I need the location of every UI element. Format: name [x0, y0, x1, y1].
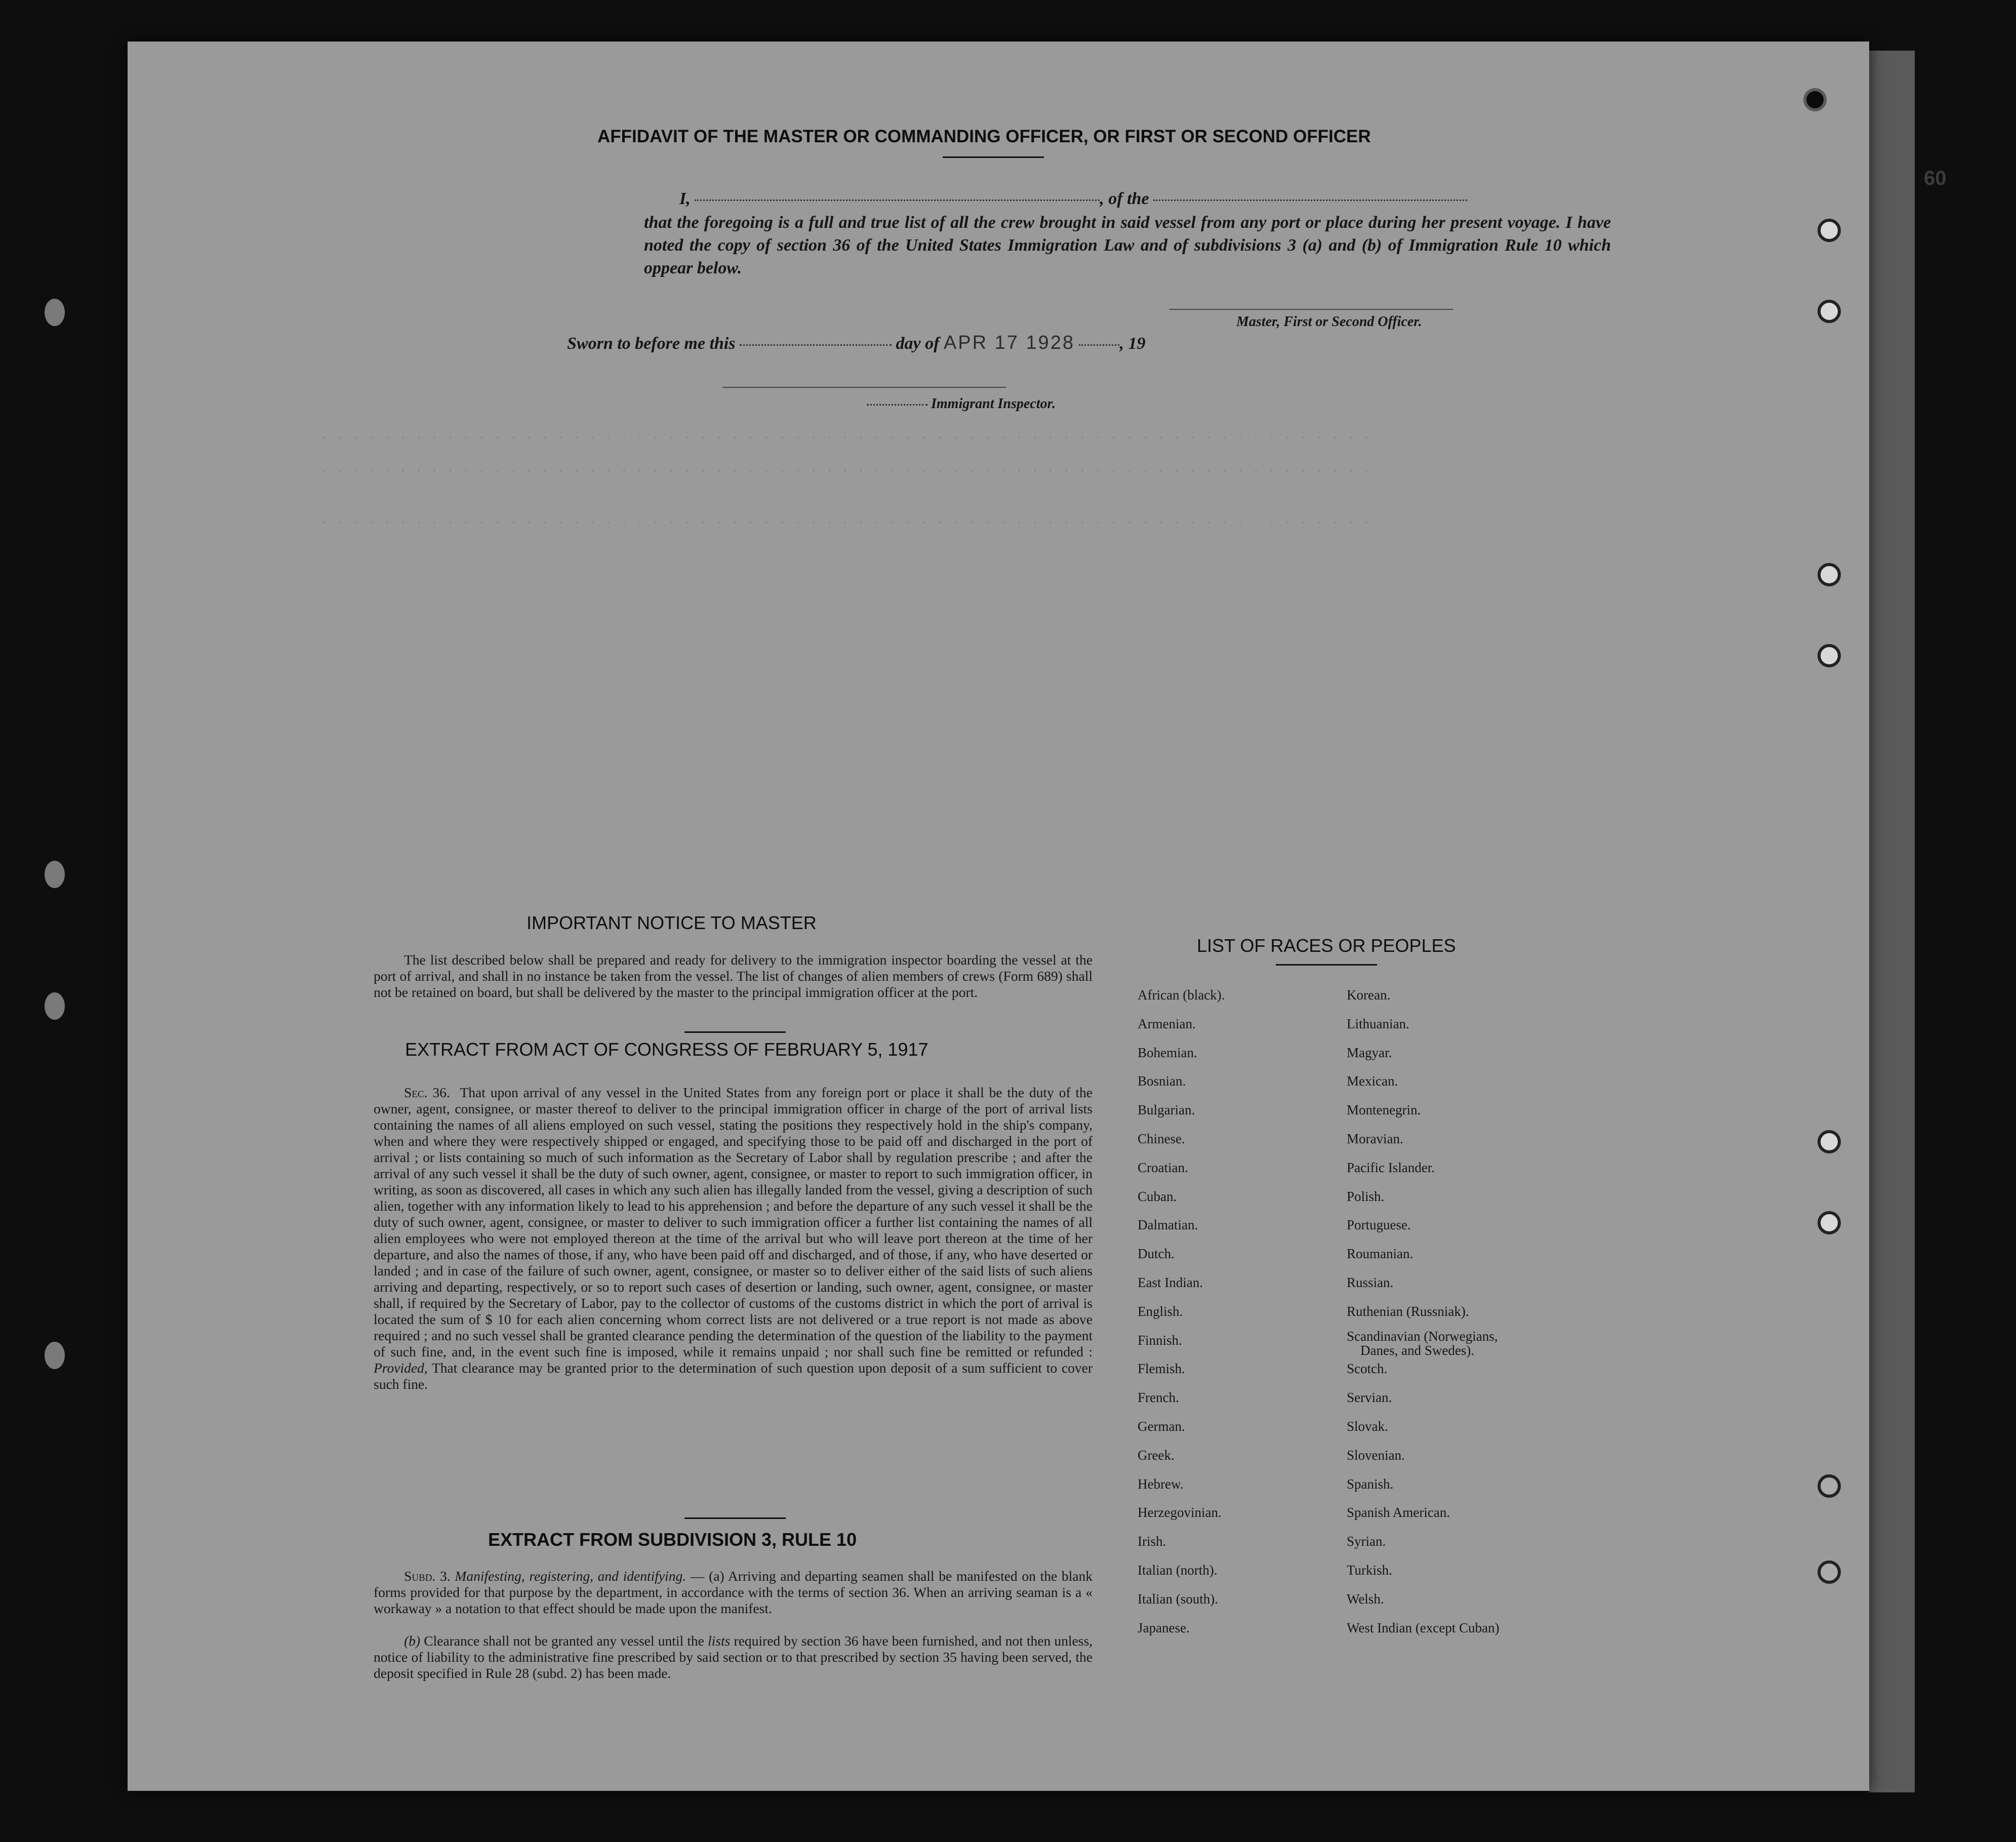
race-item: English. — [1138, 1303, 1183, 1319]
race-item: Syrian. — [1347, 1534, 1386, 1549]
race-item: Turkish. — [1347, 1562, 1392, 1578]
race-item: Spanish. — [1347, 1476, 1394, 1492]
affiant-name-field — [695, 199, 1100, 201]
act-title: EXTRACT FROM ACT OF CONGRESS OF FEBRUARY 5, 1917 — [405, 1039, 929, 1060]
race-item: Bosnian. — [1138, 1073, 1186, 1089]
page-number: 60 — [1924, 167, 1947, 189]
race-item: Pacific Islander. — [1347, 1159, 1435, 1175]
document-sheet — [128, 42, 1869, 1791]
date-stamp: APR 17 1928 — [943, 332, 1075, 353]
affidavit-title: AFFIDAVIT OF THE MASTER OR COMMANDING OFFICER, OR FIRST OR SECOND OFFICER — [597, 127, 1371, 146]
sworn-day-field — [740, 344, 892, 346]
race-item: French. — [1138, 1390, 1179, 1406]
master-label: Master, First or Second Officer. — [1236, 314, 1422, 330]
races-title: LIST OF RACES OR PEOPLES — [1197, 935, 1456, 956]
notice-text: The list described below shall be prepared and ready for delivery to the immigration inspector boarding the vessel at the port of arrival, and shall in no instance be taken from the vessel. The list of changes of alien members of crews (Form 689) shall not be retained on board, but shall be delivered by the master to the principal immigration officer at the port. — [374, 952, 1093, 1000]
race-item: Bohemian. — [1138, 1045, 1197, 1060]
race-item: West Indian (except Cuban) — [1347, 1620, 1500, 1635]
race-item: Armenian. — [1138, 1016, 1196, 1031]
act-text — [374, 1085, 1093, 1392]
race-item: Hebrew. — [1138, 1476, 1184, 1492]
inspector-label: Immigrant Inspector. — [931, 396, 1056, 412]
race-item: Dutch. — [1138, 1246, 1175, 1262]
race-item: Croatian. — [1138, 1159, 1188, 1175]
race-item: Roumanian. — [1347, 1246, 1414, 1262]
a-text: Arriving and departing seamen shall be manifested on the blank forms provided for that purpose by the department, in accordance with the terms of section 36. When an arriving seaman is a « workaway » a notation to that effect should be made upon the manifest. — [374, 1568, 1093, 1616]
b-text-1: Clearance shall not be granted any vessel until the — [424, 1633, 704, 1649]
race-item: Korean. — [1347, 987, 1391, 1003]
race-item: Ruthenian (Russniak). — [1347, 1303, 1469, 1319]
inspector-signature-line — [722, 387, 1006, 388]
b-label: (b) — [404, 1633, 421, 1649]
race-item: Polish. — [1347, 1188, 1385, 1204]
section-rule — [684, 1517, 786, 1519]
punch-hole — [1818, 1130, 1841, 1153]
punch-hole — [1818, 563, 1841, 586]
races-rule — [1276, 964, 1377, 966]
race-item: Magyar. — [1347, 1045, 1392, 1060]
underlying-page-edge — [1869, 51, 1915, 1792]
rule-text-a — [374, 1568, 1093, 1617]
race-item: Servian. — [1347, 1390, 1392, 1406]
date-fill-field — [1079, 344, 1119, 346]
race-item: Japanese. — [1138, 1620, 1190, 1635]
binder-hole — [45, 992, 65, 1020]
punch-hole — [1818, 1474, 1841, 1498]
b-text-2: required by section 36 have been furnished, and not then unless, notice of liability to the administrative fine prescribed by said section or to that prescribed by section 35 having been served, the deposit specified in Rule 28 (subd. 2) has been made. — [374, 1633, 1093, 1681]
bleed-through-text: . . . . . . . . . . . . . . . . . . . . . . . . . . . . . . . . . . . . . . . . . . . . . . . . . . . . . . . . . . . . . . . . . . . — [320, 461, 1371, 476]
race-item: Herzegovinian. — [1138, 1505, 1222, 1520]
race-item: Cuban. — [1138, 1188, 1177, 1204]
race-item-line2: Danes, and Swedes). — [1360, 1342, 1474, 1358]
punch-hole — [1818, 219, 1841, 242]
affiant-prefix: I, — [679, 189, 691, 208]
day-of-text: day of — [896, 334, 940, 353]
a-label: — (a) — [690, 1568, 724, 1584]
punch-hole — [1818, 1560, 1841, 1584]
title-rule — [943, 156, 1044, 158]
race-item: Italian (north). — [1138, 1562, 1218, 1578]
vessel-name-field — [1153, 199, 1467, 201]
inspector-field — [867, 404, 928, 406]
year-prefix: , 19 — [1119, 334, 1146, 353]
rule-text-b — [374, 1633, 1093, 1681]
race-item — [1347, 1326, 1499, 1358]
race-item: Mexican. — [1347, 1073, 1398, 1089]
punch-hole — [1818, 1211, 1841, 1234]
section-rule — [684, 1031, 786, 1033]
binder-hole — [45, 299, 65, 326]
race-item: Portuguese. — [1347, 1217, 1411, 1233]
act-text-main: That upon arrival of any vessel in the United States from any foreign port or place it shall be the duty of the owner, agent, consignee, or master thereof to deliver to the principal immigration officer in charge of the port of arrival lists containing the names of all aliens employed on such vessel, stating the positions they respectively hold in the ship's company, when and where they were respectively shipped or engaged, and specifying those to be paid off and discharged in the port of arrival ; or lists containing so much of such information as the Secretary of Labor shall by regulation prescribe ; and after the arrival of any such vessel it shall be the duty of such owner, agent, consignee, or master to report to such immigration officer, in writing, as soon as discovered, all cases in which any such alien has illegally landed from the vessel, giving a description of such alien, together with any information likely to lead to his apprehension ; and before the departure of any such vessel it shall be the duty of such owner, agent, consignee, or master to deliver to such immigration officer a further list containing the names of all alien employees who were not employed thereon at the time of the arrival but who will leave port thereon at the time of her departure, and also the names of those, if any, who have been paid off and discharged, and of those, if any, who have deserted or landed ; and in case of the failure of such owner, agent, consignee, or master so to deliver either of the said lists of such aliens arriving and departing, respectively, or so to report such cases of desertion or landing, such owner, agent, consignee, or master shall, if required by the Secretary of Labor, pay to the collector of customs of the customs district in which the port of arrival is located the sum of $ 10 for each alien concerning whom correct lists are not delivered or a true report is not made as above required ; and no such vessel shall be granted clearance pending the determination of the question of the liability to the payment of such fine, and, in the event such fine is imposed, while it remains unpaid ; nor shall such fine be remitted or refunded : — [374, 1085, 1093, 1359]
race-item: Lithuanian. — [1347, 1016, 1409, 1031]
lists-word: lists — [708, 1633, 731, 1649]
races-left-column — [1138, 981, 1225, 1642]
sworn-line — [567, 332, 1145, 354]
punch-hole — [1818, 300, 1841, 323]
race-item: Montenegrin. — [1347, 1102, 1421, 1118]
act-text-end: That clearance may be granted prior to the determination of such question upon deposit of a sum sufficient to cover such fine. — [374, 1360, 1093, 1392]
rule-title: EXTRACT FROM SUBDIVISION 3, RULE 10 — [488, 1529, 857, 1550]
sworn-text: Sworn to before me this — [567, 334, 736, 353]
race-item: Chinese. — [1138, 1131, 1185, 1146]
race-item: Slovak. — [1347, 1418, 1388, 1434]
race-item: Finnish. — [1138, 1332, 1182, 1348]
race-item: Flemish. — [1138, 1361, 1185, 1377]
of-the-text: , of the — [1100, 189, 1149, 208]
race-item: African (black). — [1138, 987, 1225, 1003]
bleed-through-text: . . . . . . . . . . . . . . . . . . . . . . . . . . . . . . . . . . . . . . . . . . . . . . . . . . . . . . . . . . . . . . . . . . . — [320, 512, 1371, 528]
race-item: Moravian. — [1347, 1131, 1403, 1146]
race-item: Italian (south). — [1138, 1591, 1218, 1607]
subd-label: Subd. 3. — [404, 1568, 451, 1584]
race-item: Welsh. — [1347, 1591, 1384, 1607]
race-item: Russian. — [1347, 1274, 1394, 1290]
inspector-label-line — [867, 396, 1056, 412]
provided-word: Provided, — [374, 1360, 428, 1376]
declaration-text: that the foregoing is a full and true list of all the crew brought in said vessel from any port or place during her present voyage. I have noted the copy of section 36 of the United States Immigration Law and of subdivisions 3 (a) and (b) of Immigration Rule 10 which oppear below. — [644, 213, 1611, 277]
race-item: Bulgarian. — [1138, 1102, 1195, 1118]
declare-first-line — [679, 189, 1467, 209]
race-item: Spanish American. — [1347, 1505, 1450, 1520]
race-item: Irish. — [1138, 1534, 1166, 1549]
subd-italic: Manifesting, registering, and identifying. — [455, 1568, 687, 1584]
race-item: German. — [1138, 1418, 1185, 1434]
race-item-line1: Scandinavian (Norwegians, — [1347, 1328, 1498, 1344]
race-item: Dalmatian. — [1138, 1217, 1198, 1233]
races-right-column — [1347, 981, 1499, 1642]
binder-hole — [45, 861, 65, 888]
punch-hole — [1818, 644, 1841, 667]
sec-label: Sec. 36. — [404, 1085, 450, 1100]
bleed-through-text: . . . . . . . . . . . . . . . . . . . . . . . . . . . . . . . . . . . . . . . . . . . . . . . . . . . . . . . . . . . . . . . . . . . — [320, 427, 1371, 443]
master-signature-line — [1170, 309, 1453, 310]
binder-hole — [45, 1342, 65, 1369]
race-item: Scotch. — [1347, 1361, 1388, 1377]
race-item: Greek. — [1138, 1447, 1175, 1463]
punch-hole — [1803, 88, 1827, 111]
notice-title: IMPORTANT NOTICE TO MASTER — [527, 912, 817, 933]
race-item: Slovenian. — [1347, 1447, 1405, 1463]
race-item: East Indian. — [1138, 1274, 1203, 1290]
